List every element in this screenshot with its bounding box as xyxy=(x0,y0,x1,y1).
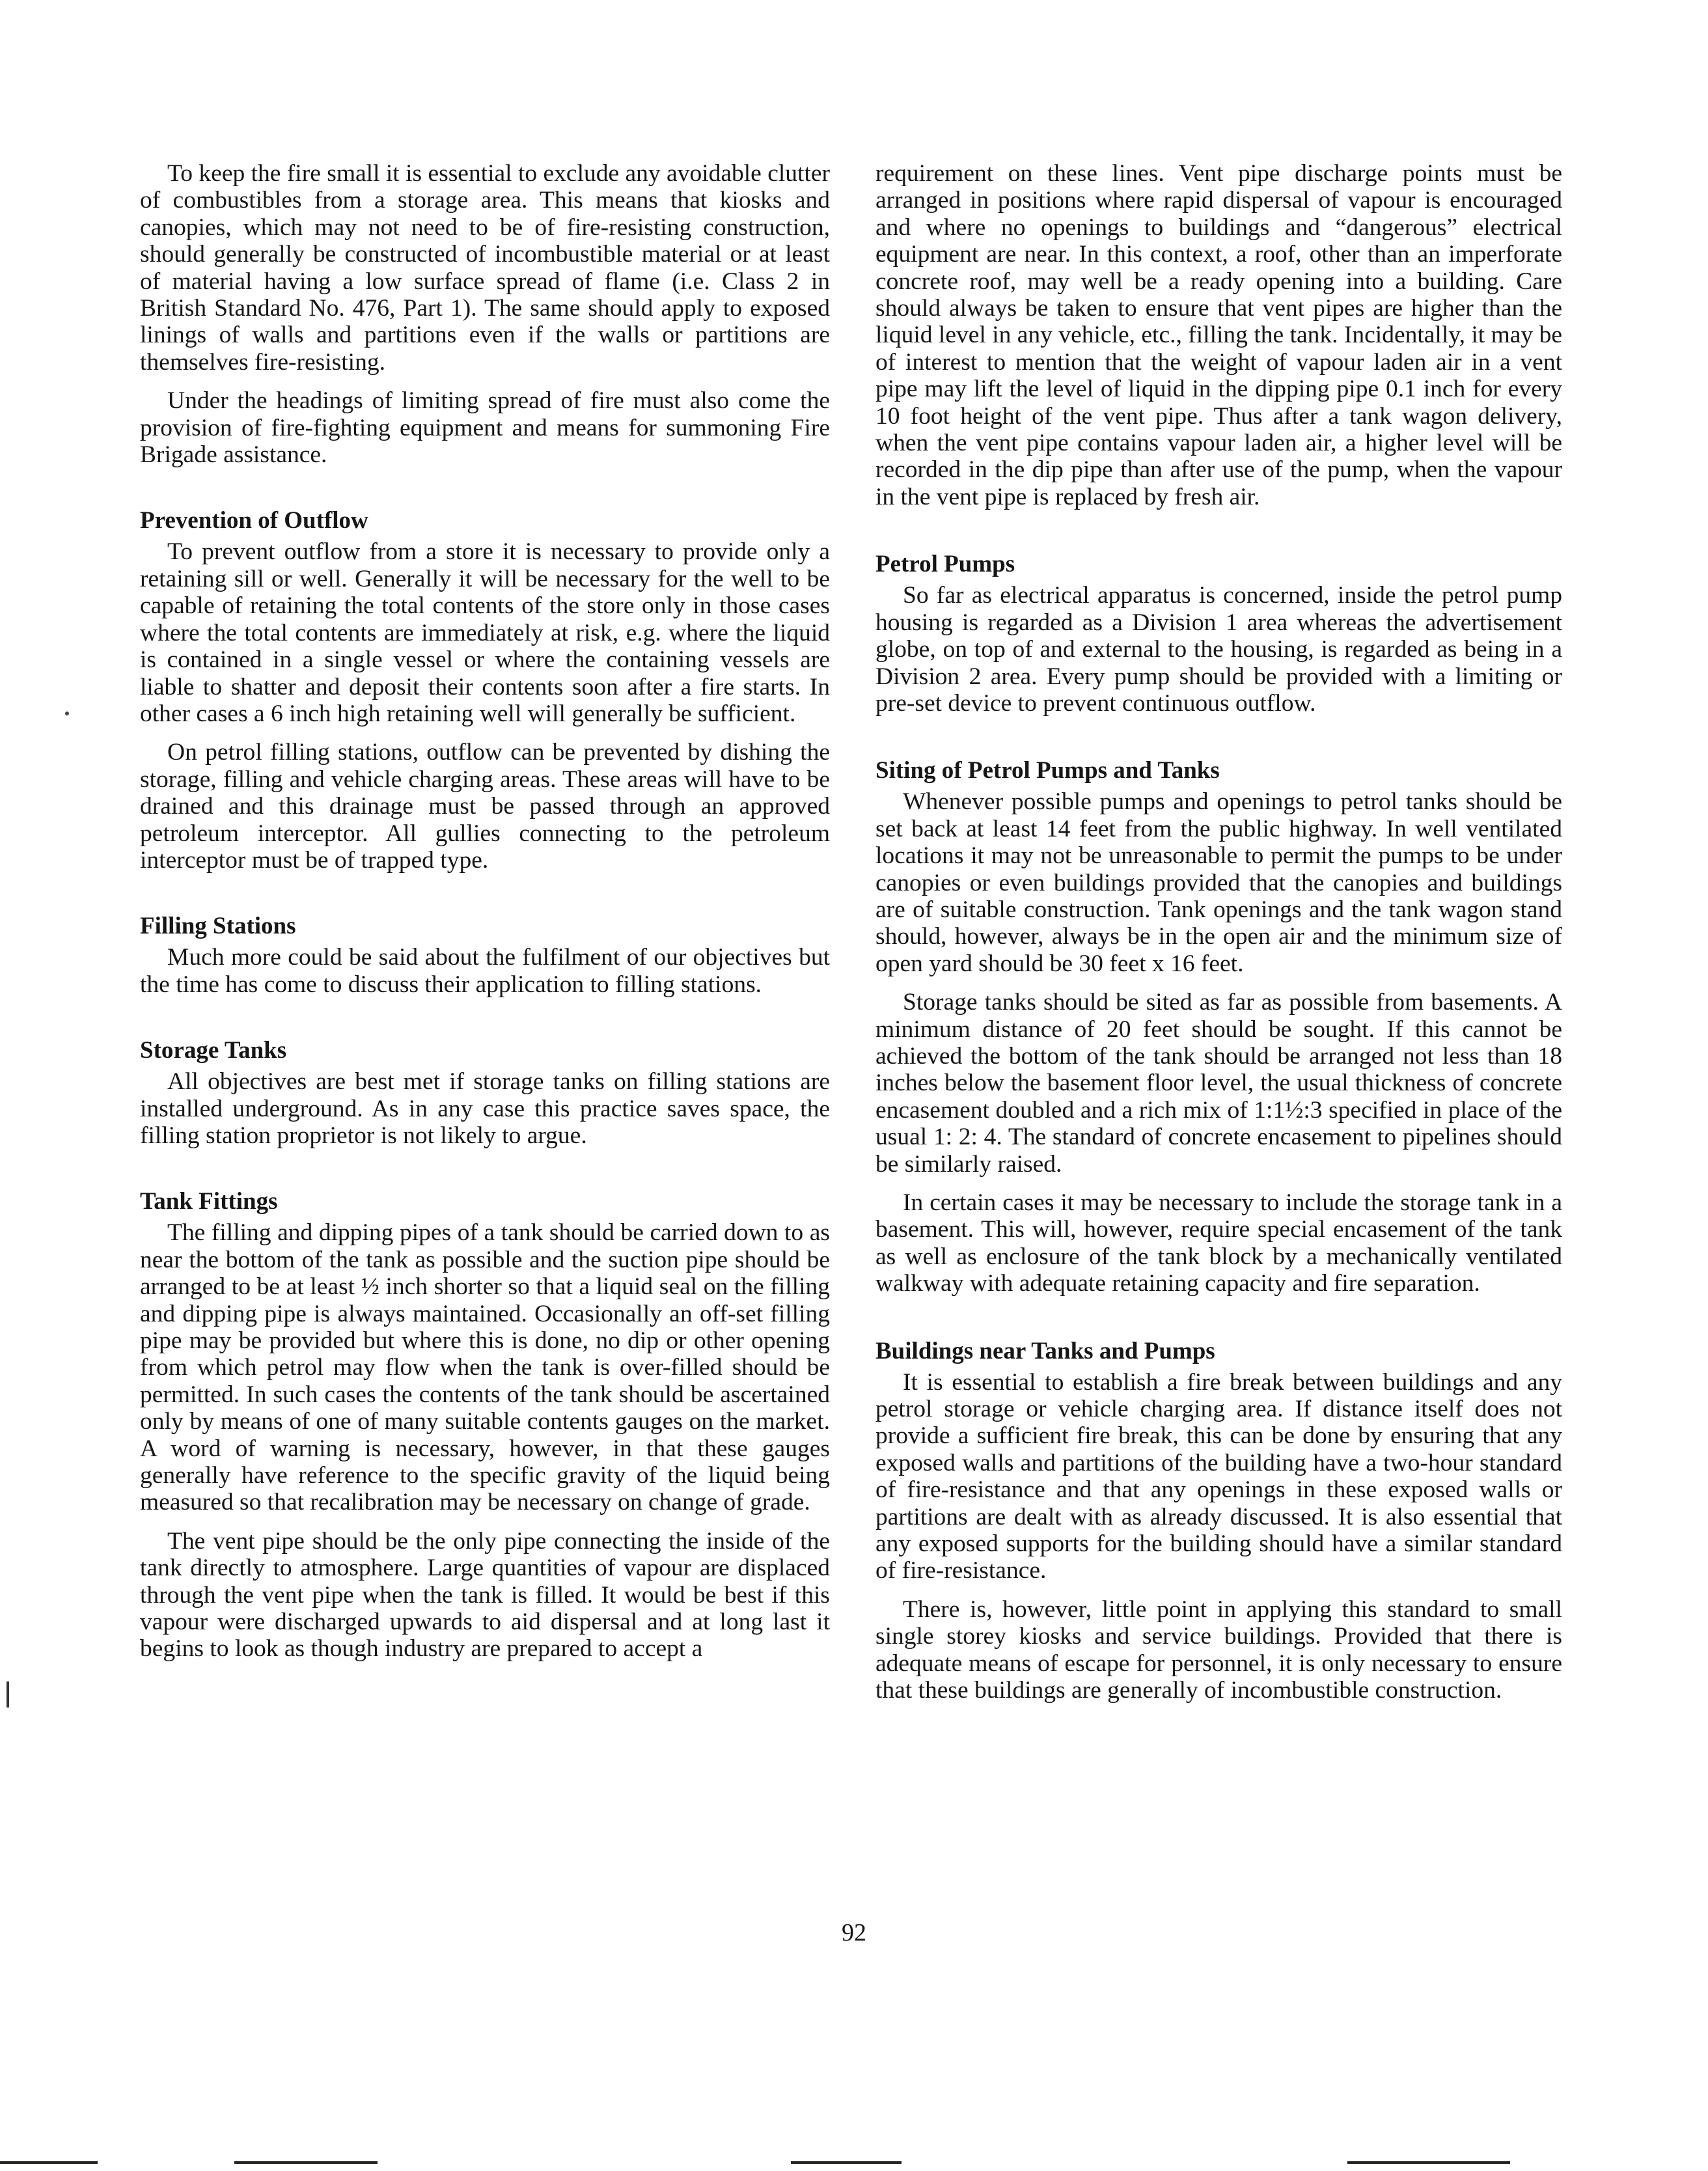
section-heading-siting-of-petrol-pumps-and-tanks: Siting of Petrol Pumps and Tanks xyxy=(875,757,1220,784)
paragraph: Much more could be said about the fulfilment of our objectives but the time has come to discuss their application to filling stations. xyxy=(140,944,830,998)
section-heading-prevention-of-outflow: Prevention of Outflow xyxy=(140,507,368,534)
page-number: 92 xyxy=(842,1919,866,1946)
right-column xyxy=(875,160,1562,1704)
paragraph-continued: requirement on these lines. Vent pipe discharge points must be arranged in positions where rapid dispersal of vapour is encouraged and where no openings to buildings and “dangerous” electrical equipment are near. In this context, a roof, other than an imperforate concrete roof, may well be a ready opening into a building. Care should always be taken to ensure that vent pipes are higher than the liquid level in any vehicle, etc., filling the tank. Incidentally, it may be of interest to mention that the weight of vapour laden air in a vent pipe may lift the level of liquid in the dipping pipe 0.1 inch for every 10 foot height of the vent pipe. Thus after a tank wagon delivery, when the vent pipe contains vapour laden air, a higher level will be recorded in the dip pipe than after use of the pump, when the vapour in the vent pipe is replaced by fresh air. xyxy=(875,160,1562,510)
paragraph: To prevent outflow from a store it is necessary to provide only a retaining sill or well. Generally it will be necessary for the well to be capable of retaining the total contents of the store only in those cases where the total contents are immediately at risk, e.g. where the liquid is contained in a single vessel or where the containing vessels are liable to shatter and deposit their contents soon after a fire starts. In other cases a 6 inch high retaining well will generally be sufficient. xyxy=(140,538,830,727)
paragraph: In certain cases it may be necessary to include the storage tank in a basement. This will, however, require special encasement of the tank as well as enclosure of the tank block by a mechanically ventilated walkway with adequate retaining capacity and fire separation. xyxy=(875,1189,1562,1297)
margin-dot-mark xyxy=(65,712,69,715)
paragraph: The filling and dipping pipes of a tank should be carried down to as near the bottom of the tank as possible and the suction pipe should be arranged to be at least ½ inch shorter so that a liquid seal on the filling and dipping pipe is always maintained. Occasionally an off-set filling pipe may be provided but where this is done, no dip or other opening from which petrol may flow when the tank is over-filled should be permitted. In such cases the contents of the tank should be ascertained only by means of one of many suitable contents gauges on the market. A word of warning is necessary, however, in that these gauges generally have reference to the specific gravity of the liquid being measured so that recalibration may be necessary on change of grade. xyxy=(140,1219,830,1516)
bottom-edge-rule xyxy=(791,2161,902,2164)
bottom-edge-rule xyxy=(0,2161,98,2164)
section-heading-petrol-pumps: Petrol Pumps xyxy=(875,551,1015,578)
paragraph: It is essential to establish a fire break between buildings and any petrol storage or vehicle charging area. If distance itself does not provide a sufficient fire break, this can be done by ensuring that any exposed walls and partitions of the building have a two-hour standard of fire-resistance and that any openings in these exposed walls or partitions are dealt with as already discussed. It is also essential that any exposed supports for the building should have a similar standard of fire-resistance. xyxy=(875,1368,1562,1584)
paragraph: So far as electrical apparatus is concerned, inside the petrol pump housing is regarded as a Division 1 area whereas the advertisement globe, on top of and external to the housing, is regarded as being in a Division 2 area. Every pump should be provided with a limiting or pre-set device to prevent continuous outflow. xyxy=(875,582,1562,717)
section-heading-buildings-near-tanks-and-pumps: Buildings near Tanks and Pumps xyxy=(875,1337,1215,1364)
bottom-edge-rule xyxy=(1347,2161,1510,2164)
paragraph: The vent pipe should be the only pipe connecting the inside of the tank directly to atmosphere. Large quantities of vapour are displaced through the vent pipe when the tank is filled. It would be best if this vapour were discharged upwards to aid dispersal and at long last it begins to look as though industry are prepared to accept a xyxy=(140,1527,830,1663)
margin-tick-mark xyxy=(7,1681,9,1708)
paragraph: Storage tanks should be sited as far as possible from basements. A minimum distance of 20 feet should be sought. If this cannot be achieved the bottom of the tank should be arranged not less than 18 inches below the basement floor level, the usual thickness of concrete encasement doubled and a rich mix of 1:1½:3 specified in place of the usual 1: 2: 4. The standard of concrete encasement to pipelines should be similarly raised. xyxy=(875,989,1562,1178)
section-heading-tank-fittings: Tank Fittings xyxy=(140,1188,278,1215)
paragraph: On petrol filling stations, outflow can be prevented by dishing the storage, filling and vehicle charging areas. These areas will have to be drained and this drainage must be passed through an approved petroleum interceptor. All gullies connecting to the petroleum interceptor must be of trapped type. xyxy=(140,739,830,874)
paragraph: All objectives are best met if storage tanks on filling stations are installed underground. As in any case this practice saves space, the filling station proprietor is not likely to argue. xyxy=(140,1068,830,1149)
left-column xyxy=(140,160,830,1663)
paragraph: There is, however, little point in applying this standard to small single storey kiosks and service buildings. Provided that there is adequate means of escape for personnel, it is only necessary to ensure that these buildings are generally of incombustible construction. xyxy=(875,1596,1562,1704)
bottom-edge-rule xyxy=(234,2161,378,2164)
paragraph: To keep the fire small it is essential to exclude any avoidable clutter of combustibles from a storage area. This means that kiosks and canopies, which may not need to be of fire-resisting construction, should generally be constructed of incombustible material or at least of material having a low surface spread of flame (i.e. Class 2 in British Standard No. 476, Part 1). The same should apply to exposed linings of walls and partitions even if the walls or partitions are themselves fire-resisting. xyxy=(140,160,830,376)
section-heading-filling-stations: Filling Stations xyxy=(140,913,296,940)
paragraph: Under the headings of limiting spread of fire must also come the provision of fire-fighting equipment and means for summoning Fire Brigade assistance. xyxy=(140,387,830,469)
paragraph: Whenever possible pumps and openings to petrol tanks should be set back at least 14 feet from the public highway. In well ventilated locations it may not be unreasonable to permit the pumps to be under canopies or even buildings provided that the canopies and buildings are of suitable construction. Tank openings and the tank wagon stand should, however, always be in the open air and the minimum size of open yard should be 30 feet x 16 feet. xyxy=(875,788,1562,977)
section-heading-storage-tanks: Storage Tanks xyxy=(140,1037,287,1064)
